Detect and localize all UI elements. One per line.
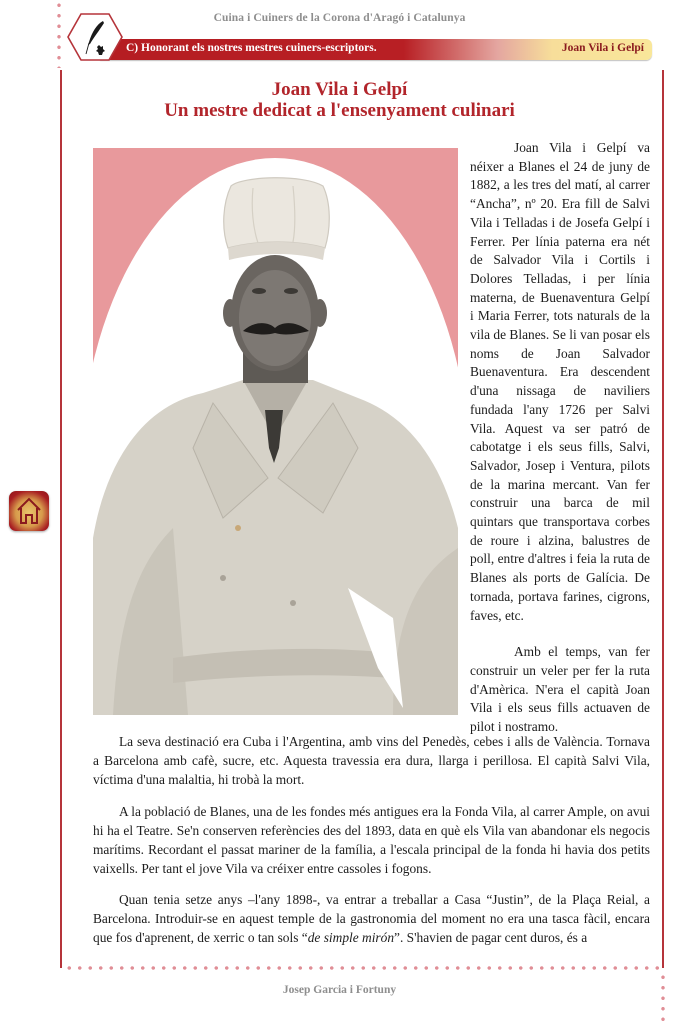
right-margin-rule <box>662 70 664 968</box>
home-icon <box>15 496 43 526</box>
italic-quote: de simple mirón <box>307 929 395 945</box>
side-column-text <box>470 139 650 737</box>
article-subtitle: Un mestre dedicat a l'ensenyament culinari <box>164 100 515 121</box>
article-title: Joan Vila i Gelpí <box>271 79 408 100</box>
publication-title: Cuina i Cuiners de la Corona d'Aragó i Catalunya <box>213 12 466 24</box>
left-margin-rule <box>60 70 62 968</box>
chef-portrait-photo <box>93 148 458 715</box>
paragraph-fonda-vila: A la població de Blanes, una de les fondes més antigues era la Fonda Vila, al carrer Ample, on avui hi ha el Teatre. Se'n conserven referències des del 1893, data en què els Vila van abandonar els negocis marítims. Recordant el passat mariner de la família, a l'escala principal de la fonda hi havia dos petits vaixells. Per tant el jove Vila va créixer entre cassoles i fogons. <box>93 804 650 876</box>
paragraph-america-route: Amb el temps, van fer construir un veler per fer la ruta d'Amèrica. N'era el capità Joan Vila i els seus fills actuaven de pilot i nostramo. <box>470 644 650 735</box>
paragraph-birth-and-family: Joan Vila i Gelpí va néixer a Blanes el 24 de juny de 1882, a les tres del matí, al carrer “Ancha”, nº 20. Era fill de Salvi Vila i Telladas i de Josefa Gelpí i Ferrer. Per línia paterna era nét de Salvador Vila i Cortils i Dolores Telladas, i per línia materna, de Buenaventura Gelpí i Maria Ferrer, tots naturals de la vila de Blanes. Se li van posar els noms de Joan Salvador Buenaventura. Era descendent d'una nissaga de naviliers fundada l'any 1726 per Salvi Vila. Aquest va ser patró de cabotatge i els seus fills, Salvi, Salvador, Josep i Ventura, pilots de la marina mercant. Van fer construir una barca de mil quintars que transportava corbes de roure i alzina, balustres de poll, entre d'altres i feia la ruta de Blanes als ports de Galícia. De tornada, portava farines, cigrons, faves, etc. <box>470 140 650 623</box>
quill-and-inkwell-icon <box>67 12 123 62</box>
footer-author: Josep Garcia i Fortuny <box>282 984 397 996</box>
text-run: Quan tenia setze anys –l'any 1898-, va entrar a treballar a Casa “Justin”, de la Plaça Reial, a Barcelona. Introduir-se en aquest temple de la gastronomia del moment no era una tasca fàcil, encara que fos d'aprenent, de xerric o tan sols “ <box>93 892 650 945</box>
home-button[interactable] <box>9 491 49 531</box>
right-dotted-margin-bottom <box>661 972 665 1024</box>
text-run: ”. S'havien de pagar cent duros, és a <box>394 929 588 945</box>
section-bar <box>100 39 652 60</box>
chapter-label: Joan Vila i Gelpí <box>561 42 644 54</box>
body-paragraph-fonda-vila <box>93 803 650 879</box>
body-paragraph-destination <box>93 733 650 790</box>
paragraph-destination: La seva destinació era Cuba i l'Argentina, amb vins del Penedès, cebes i alls de València. Tornava a Barcelona amb cafè, sucre, etc. Aquesta travessia era dura, llarga i perillosa. El capità Salvi Vila, víctima d'una malaltia, hi trobà la mort. <box>93 734 650 787</box>
left-dotted-margin-top <box>57 0 61 68</box>
bottom-dotted-rule <box>64 966 662 970</box>
section-label: C) Honorant els nostres mestres cuiners-escriptors. <box>126 42 377 54</box>
body-paragraph-casa-justin <box>93 891 650 948</box>
paragraph-casa-justin <box>93 891 650 948</box>
